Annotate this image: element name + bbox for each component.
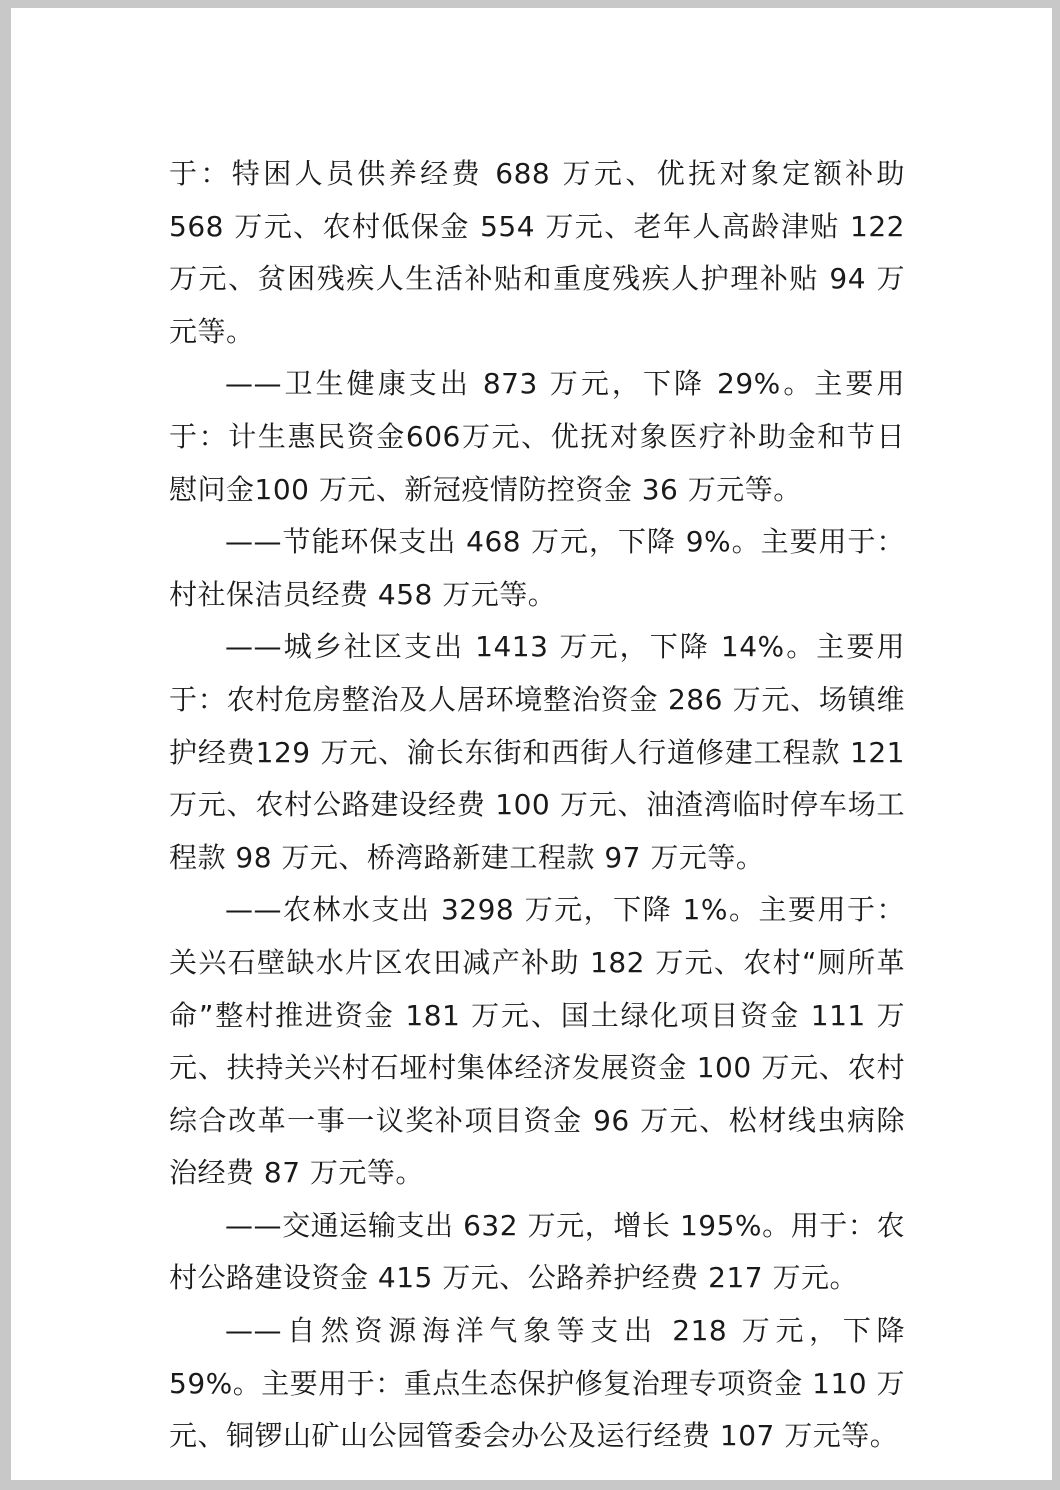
- document-body: [169, 148, 905, 1463]
- paragraph-transportation-expenditure: ——交通运输支出 632 万元，增长 195%。用于：农村公路建设资金 415 万元、公路养护经费 217 万元。: [169, 1208, 905, 1295]
- paragraph-health-expenditure: ——卫生健康支出 873 万元，下降 29%。主要用于：计生惠民资金606万元、优抚对象医疗补助金和节日慰问金100 万元、新冠疫情防控资金 36 万元等。: [169, 367, 905, 506]
- document-page: [11, 8, 1052, 1480]
- paragraph-social-security-continued: 于：特困人员供养经费 688 万元、优抚对象定额补助 568 万元、农村低保金 554 万元、老年人高龄津贴 122 万元、贫困残疾人生活补贴和重度残疾人护理补贴 94 万元等。: [169, 157, 905, 348]
- paragraph-natural-resources-expenditure: ——自然资源海洋气象等支出 218 万元，下降 59%。主要用于：重点生态保护修复治理专项资金 110 万元、铜锣山矿山公园管委会办公及运行经费 107 万元等。: [169, 1314, 905, 1453]
- paragraph-urban-rural-community-expenditure: ——城乡社区支出 1413 万元，下降 14%。主要用于：农村危房整治及人居环境整治资金 286 万元、场镇维护经费129 万元、渝长东街和西街人行道修建工程款 121 万元、农村公路建设经费 100 万元、油渣湾临时停车场工程款 98 万元、桥湾路新建工程款 97 万元等。: [169, 630, 905, 874]
- paragraph-energy-environment-expenditure: ——节能环保支出 468 万元，下降 9%。主要用于：村社保洁员经费 458 万元等。: [169, 525, 905, 611]
- paragraph-agriculture-forestry-water-expenditure: ——农林水支出 3298 万元，下降 1%。主要用于：关兴石壁缺水片区农田减产补助 182 万元、农村“厕所革命”整村推进资金 181 万元、国土绿化项目资金 111 万元、扶持关兴村石垭村集体经济发展资金 100 万元、农村综合改革一事一议奖补项目资金 96 万元、松材线虫病除治经费 87 万元等。: [169, 893, 905, 1190]
